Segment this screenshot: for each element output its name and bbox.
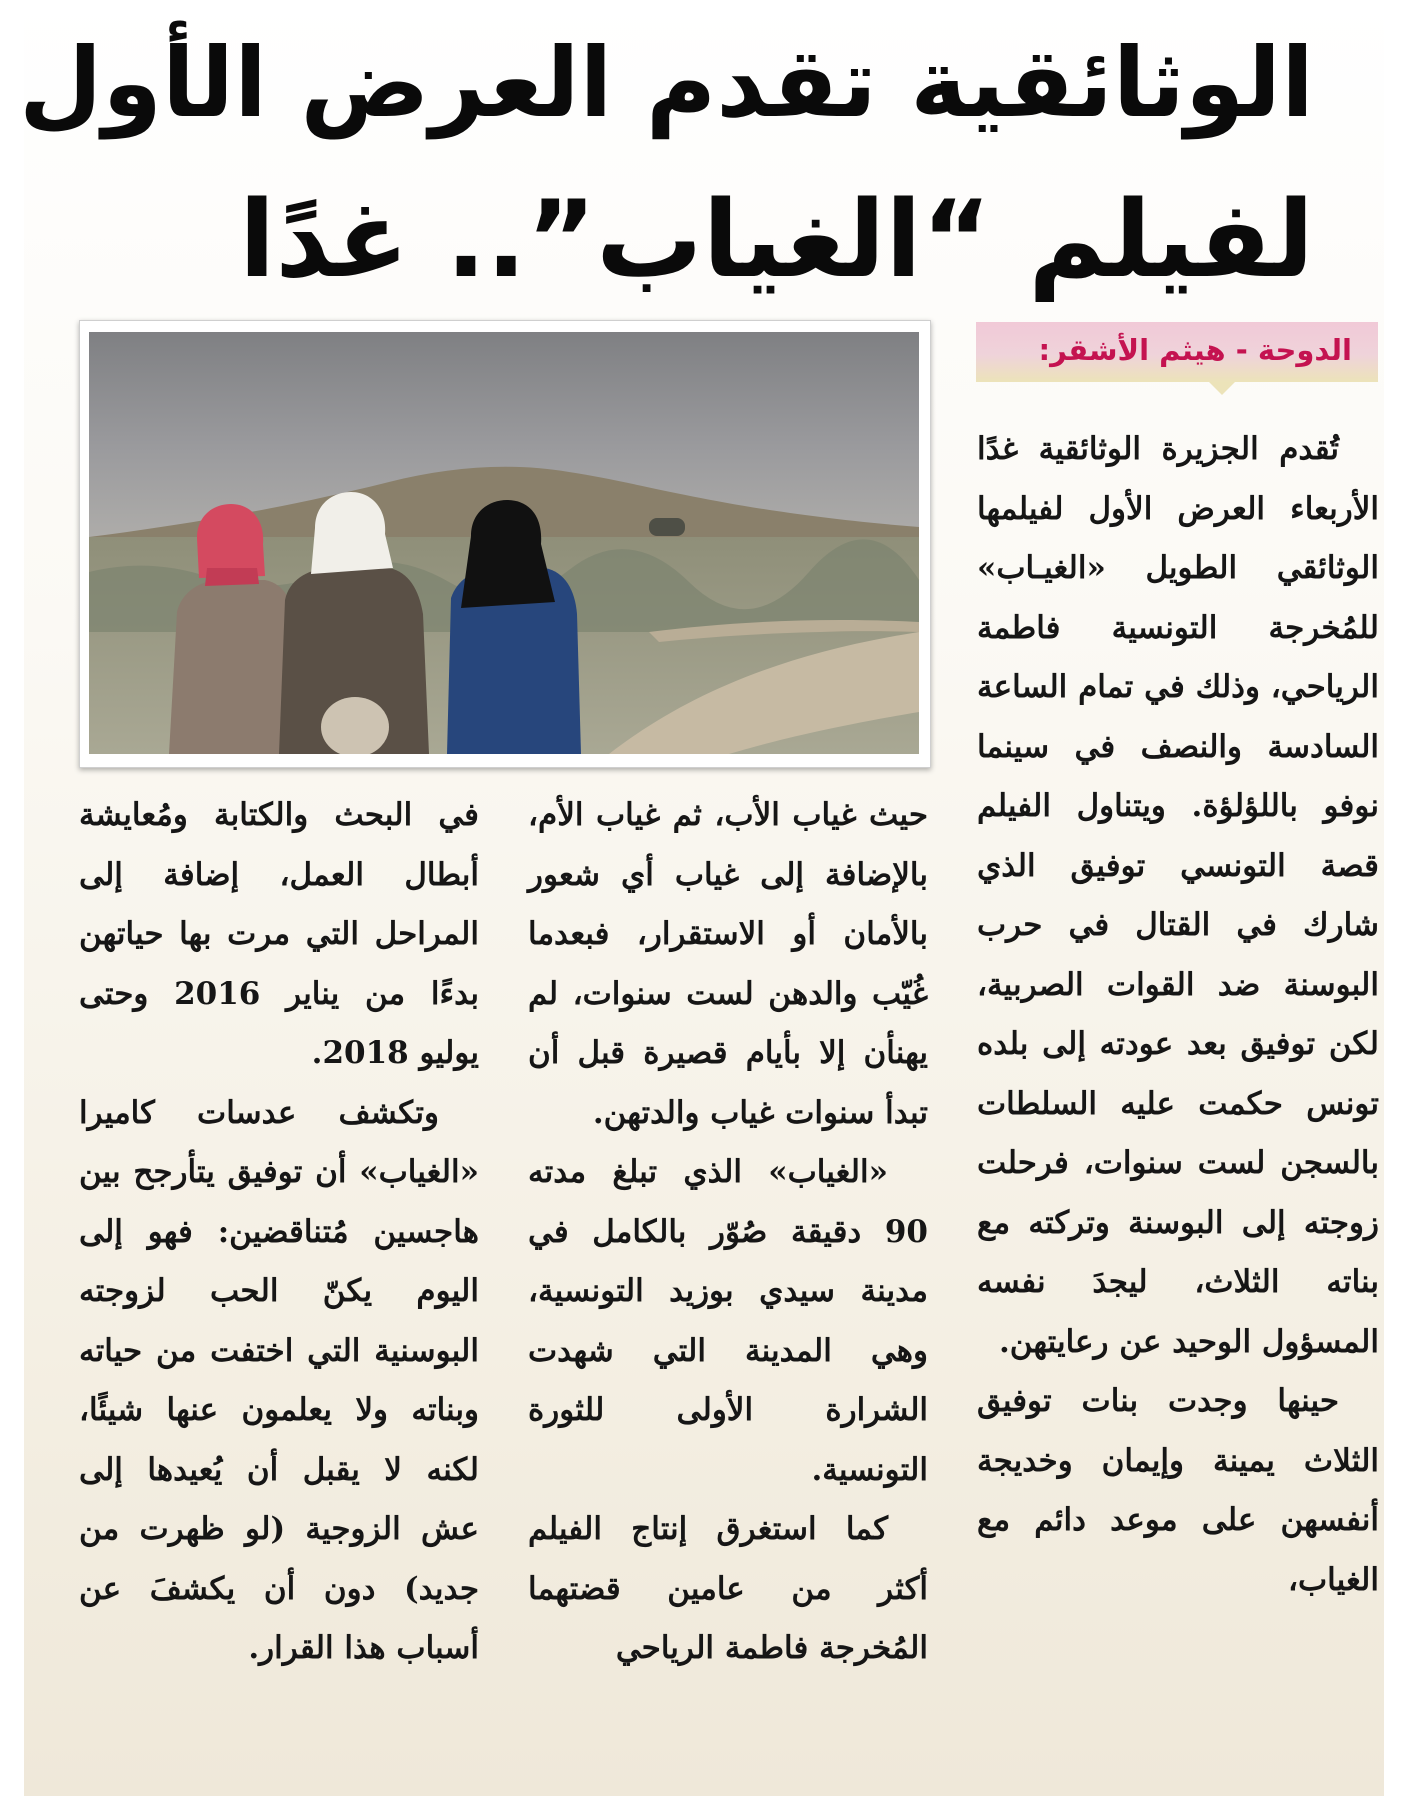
paragraph: حينها وجدت بنات توفيق الثلاث يمينة وإيمان وخديجة أنفسهن على موعد دائم مع الغياب، <box>977 1383 1379 1598</box>
distant-tree <box>649 518 685 536</box>
three-women-photo-icon <box>89 332 919 754</box>
paragraph: وتكشف عدسات كاميرا «الغياب» أن توفيق يتأرجح بين هاجسين مُتناقضين: فهو إلى اليوم يكنّ الحب لزوجته البوسنية التي اختفت من حياته وبناته ولا يعلمون عنها شيئًا، لكنه لا يقبل أن يُعيدها إلى عش الزوجية (لو ظهرت من جديد) دون أن يكشفَ عن أسباب هذا القرار. <box>79 1094 479 1666</box>
article-column-right <box>977 420 1379 1610</box>
paragraph: كما استغرق إنتاج الفيلم أكثر من عامين قضتهما المُخرجة فاطمة الرياحي <box>528 1511 928 1666</box>
paragraph: تُقدم الجزيرة الوثائقية غدًا الأربعاء العرض الأول لفيلمها الوثائقي الطويل «الغيـاب» للمُخرجة التونسية فاطمة الرياحي، وذلك في تمام الساعة السادسة والنصف في سينما نوفو باللؤلؤة. ويتناول الفيلم قصة التونسي توفيق الذي شارك في القتال في حرب البوسنة ضد القوات الصربية، لكن توفيق بعد عودته إلى بلده تونس حكمت عليه السلطات بالسجن لست سنوات، فرحلت زوجته إلى البوسنة وتركته مع بناته الثلاث، ليجدَ نفسه المسؤول الوحيد عن رعايتهن. <box>977 431 1379 1360</box>
paragraph: في البحث والكتابة ومُعايشة أبطال العمل، إضافة إلى المراحل التي مرت بها حياتهن بدءًا من يناير 2016 وحتى يوليو 2018. <box>79 797 479 1071</box>
article-photo <box>79 320 931 768</box>
paragraph: حيث غياب الأب، ثم غياب الأم، بالإضافة إلى غياب أي شعور بالأمان أو الاستقرار، فبعدما غُيّب والدهن لست سنوات، لم يهنأن إلا بأيام قصيرة قبل أن تبدأ سنوات غياب والدتهن. <box>528 797 928 1131</box>
article-column-middle <box>528 786 928 1679</box>
paragraph: «الغياب» الذي تبلغ مدته 90 دقيقة صُوّر بالكامل في مدينة سيدي بوزيد التونسية، وهي المدينة التي شهدت الشرارة الأولى للثورة التونسية. <box>528 1154 928 1488</box>
newspaper-page <box>19 0 1384 1796</box>
article-column-left <box>79 786 479 1679</box>
headline-line-2: لفيلم “الغياب”.. غدًا <box>239 178 1314 301</box>
headline-line-1: الوثائقية تقدم العرض الأول <box>19 27 1314 139</box>
byline: الدوحة - هيثم الأشقر: <box>976 322 1378 382</box>
byline-pointer <box>1209 382 1235 395</box>
